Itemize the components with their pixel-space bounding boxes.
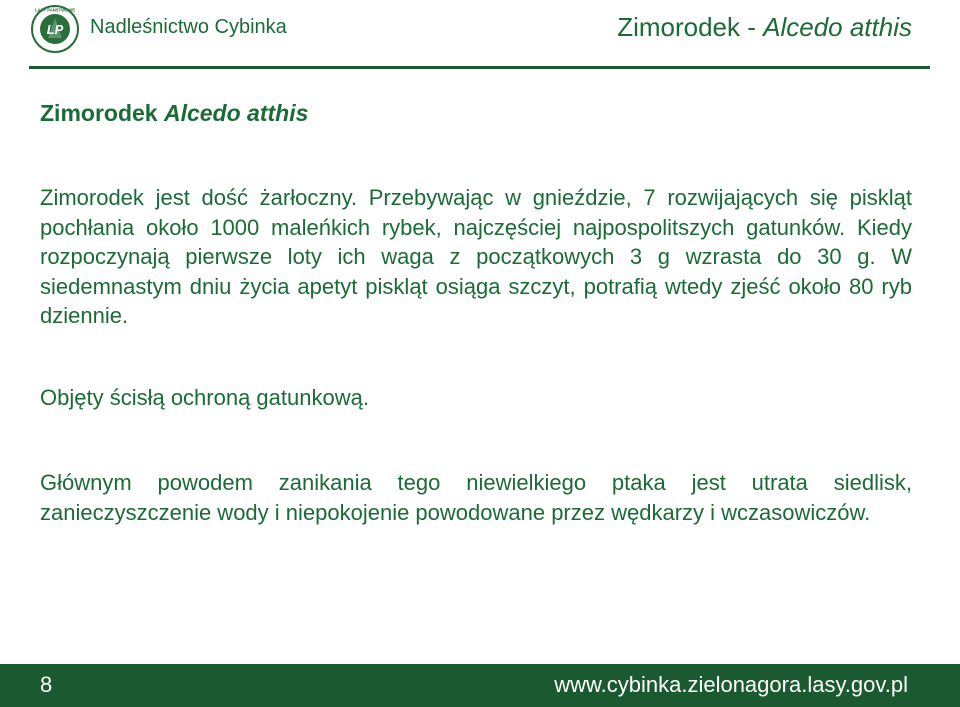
organization-name: Nadleśnictwo Cybinka	[90, 16, 287, 38]
content-title-plain: Zimorodek	[40, 100, 164, 126]
page-number: 8	[40, 672, 53, 697]
logo-ring-text: LASY PAŃSTWOWE	[34, 7, 76, 13]
slide-title	[617, 12, 912, 43]
paragraph-threats: Głównym powodem zanikania tego niewielkiego ptaka jest utrata siedlisk, zanieczyszczenie wody i niepokojenie powodowane przez wędkarzy i wczasowiczów.	[40, 470, 912, 525]
content-title-latin: Alcedo atthis	[163, 100, 309, 126]
slide-footer	[0, 664, 960, 707]
slide-title-plain: Zimorodek -	[617, 12, 764, 42]
logo-letters: LP	[46, 22, 64, 37]
lasy-panstwowe-logo-icon	[31, 5, 79, 53]
content-title	[40, 100, 308, 127]
header-divider	[29, 66, 930, 69]
slide-header	[0, 0, 960, 68]
paragraph-protection: Objęty ścisłą ochroną gatunkową.	[40, 385, 369, 410]
paragraph-diet: Zimorodek jest dość żarłoczny. Przebywając w gnieździe, 7 rozwijających się piskląt pochłania około 1000 maleńkich rybek, najczęściej najpospolitszych gatunków. Kiedy rozpoczynają pierwsze loty ich waga z początkowych 3 g wzrasta do 30 g. W siedemnastym dniu życia apetyt piskląt osiąga szczyt, potrafią wtedy zjeść około 80 ryb dziennie.	[40, 185, 912, 328]
slide-title-latin: Alcedo atthis	[763, 12, 912, 42]
footer-url: www.cybinka.zielonagora.lasy.gov.pl	[554, 672, 908, 697]
